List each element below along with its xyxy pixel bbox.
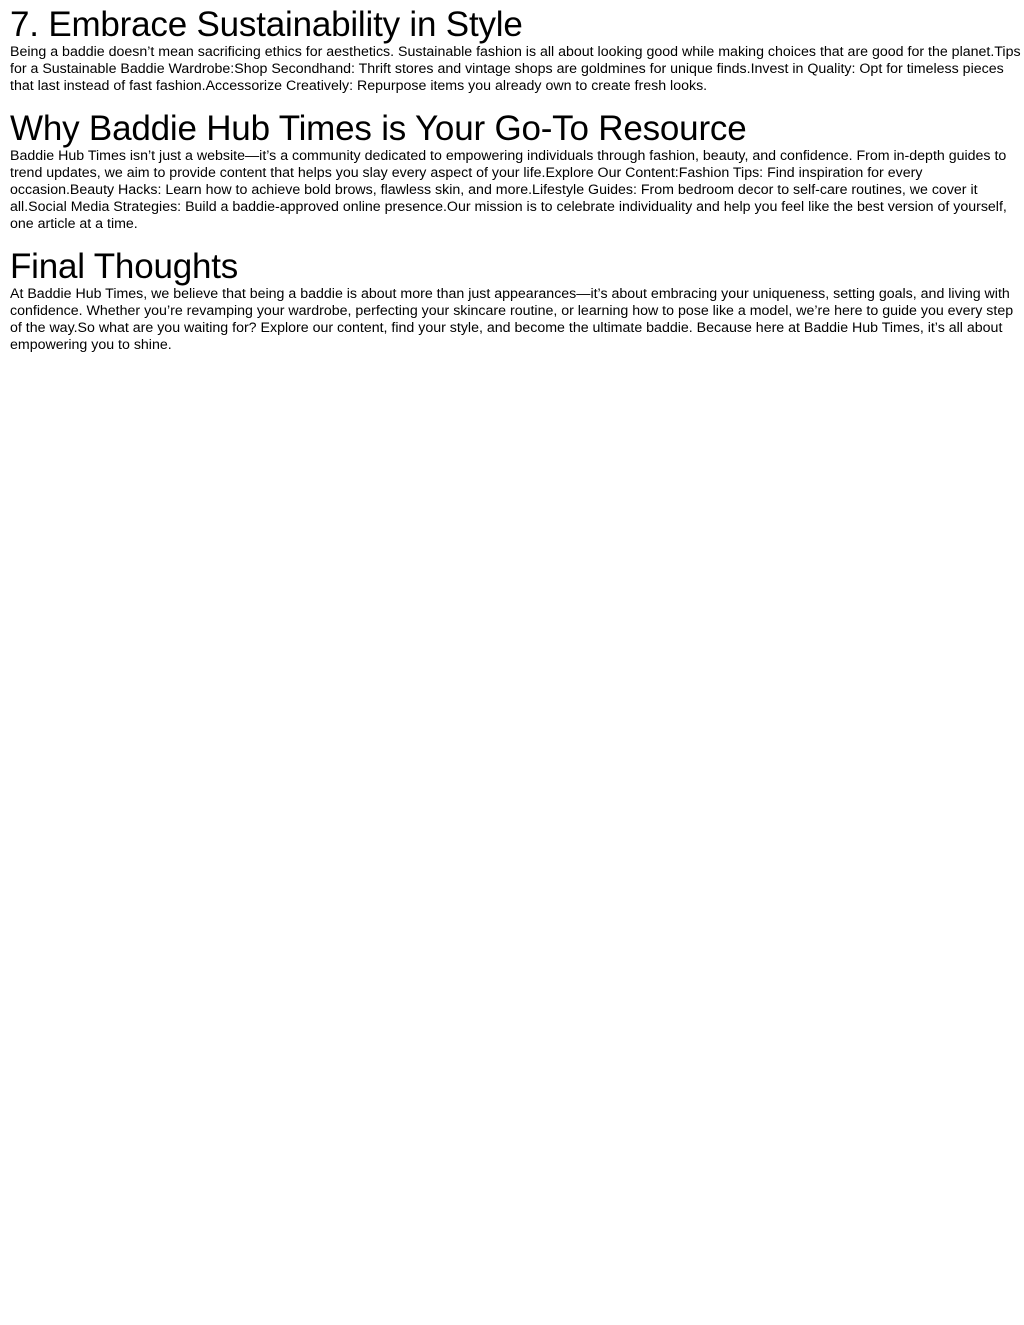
section-body: Being a baddie doesn’t mean sacrificing ethics for aesthetics. Sustainable fashion is all about looking good while making choices that are good for the planet.Tips for a Sustainable Baddie Wardrobe:Shop Secondhand: Thrift stores and vintage shops are goldmines for unique finds.Invest in Quality: Opt for timeless pieces that last instead of fast fashion.Accessorize Creatively: Repurpose items you already own to create fresh looks. (10, 44, 1021, 94)
section-sustainability (10, 6, 1024, 95)
section-heading: Final Thoughts (10, 247, 239, 286)
document-page (10, 6, 1024, 369)
section-body: Baddie Hub Times isn’t just a website—it’s a community dedicated to empowering individuals through fashion, beauty, and confidence. From in-depth guides to trend updates, we aim to provide content that helps you slay every aspect of your life.Explore Our Content:Fashion Tips: Find inspiration for every occasion.Beauty Hacks: Learn how to achieve bold brows, flawless skin, and more.Lifestyle Guides: From bedroom decor to self-care routines, we cover it all.Social Media Strategies: Build a baddie-approved online presence.Our mission is to celebrate individuality and help you feel like the best version of yourself, one article at a time. (10, 148, 1007, 232)
section-final-thoughts (10, 248, 1024, 354)
section-heading: Why Baddie Hub Times is Your Go-To Resource (10, 109, 747, 148)
section-heading: 7. Embrace Sustainability in Style (10, 5, 523, 44)
section-body: At Baddie Hub Times, we believe that being a baddie is about more than just appearances—it’s about embracing your uniqueness, setting goals, and living with confidence. Whether you’re revamping your wardrobe, perfecting your skincare routine, or learning how to pose like a model, we’re here to guide you every step of the way.So what are you waiting for? Explore our content, find your style, and become the ultimate baddie. Because here at Baddie Hub Times, it’s all about empowering you to shine. (10, 286, 1014, 353)
section-go-to-resource (10, 110, 1024, 233)
